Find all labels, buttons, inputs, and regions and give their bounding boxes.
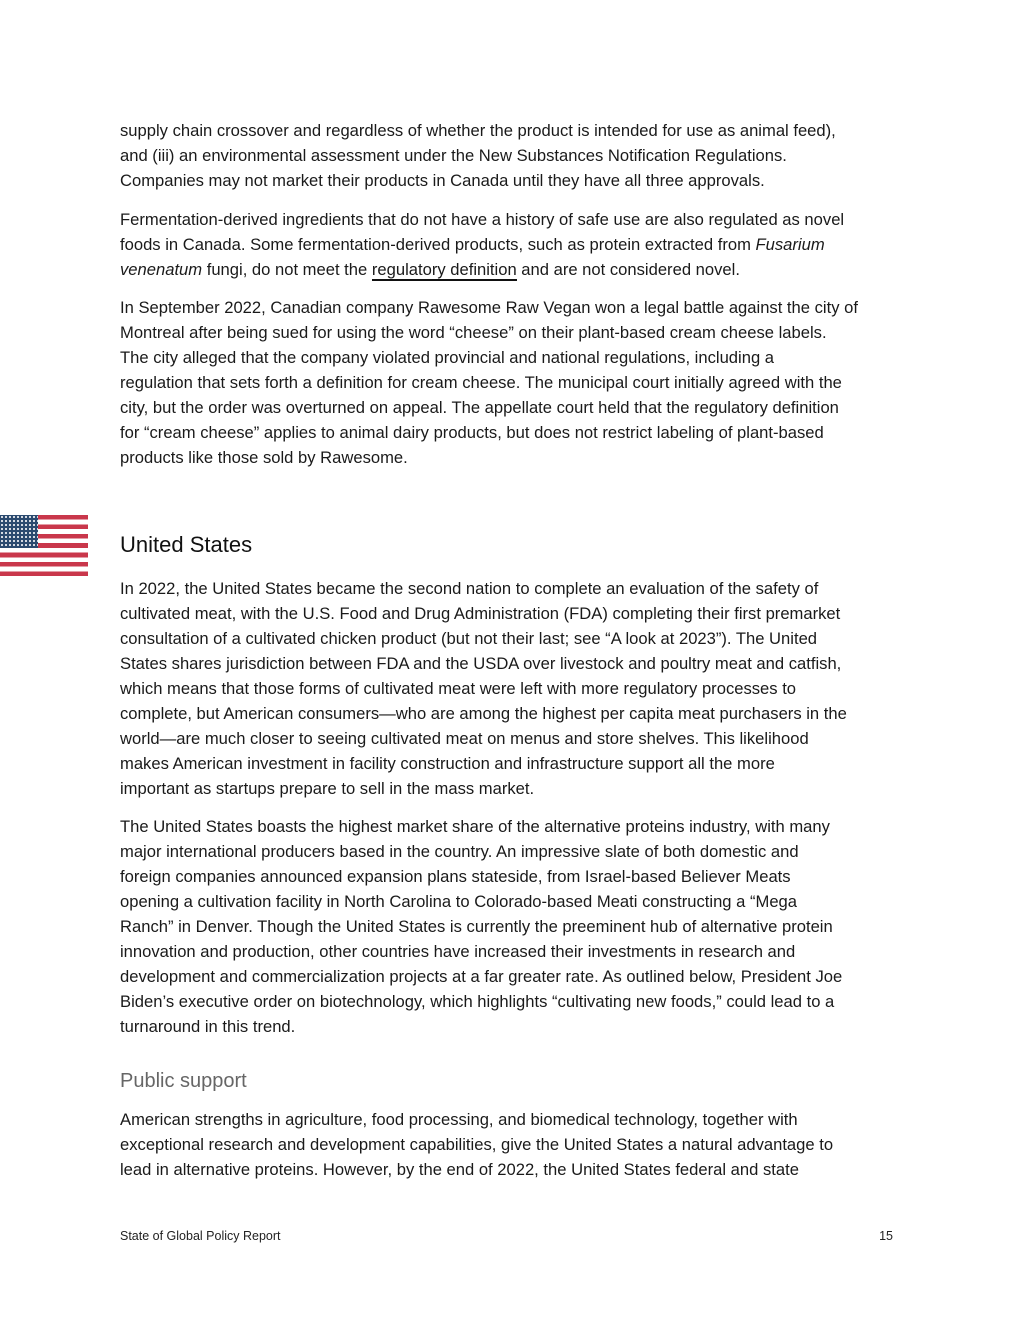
text-line: city, but the order was overturned on appeal. The appellate court held that the regulatory definition <box>120 398 839 417</box>
text-line: world—are much closer to seeing cultivated meat on menus and store shelves. This likelihood <box>120 729 809 748</box>
paragraph-us-market-share <box>120 814 910 1039</box>
text-line <box>120 232 910 257</box>
text-line: major international producers based in the country. An impressive slate of both domestic and <box>120 842 799 861</box>
text-line: turnaround in this trend. <box>120 1017 296 1036</box>
text-line: opening a cultivation facility in North Carolina to Colorado-based Meati constructing a “Mega <box>120 892 798 911</box>
paragraph-canada-approvals <box>120 118 910 193</box>
section-heading-united-states: United States <box>120 532 253 557</box>
text-line: foreign companies announced expansion plans stateside, from Israel-based Believer Meats <box>120 867 791 886</box>
text-line: exceptional research and development capabilities, give the United States a natural advantage to <box>120 1135 834 1154</box>
text-line: In September 2022, Canadian company Rawesome Raw Vegan won a legal battle against the city of <box>120 298 858 317</box>
paragraph-rawesome <box>120 295 910 470</box>
us-flag-icon <box>0 515 88 576</box>
italic-text: Fusarium <box>755 235 825 254</box>
italic-text: venenatum <box>120 260 203 279</box>
subheading-public-support: Public support <box>120 1070 247 1092</box>
text-line: lead in alternative proteins. However, by the end of 2022, the United States federal and state <box>120 1160 799 1179</box>
text-line <box>120 257 910 282</box>
paragraph-public-support <box>120 1107 910 1182</box>
flag-canton <box>0 515 38 548</box>
text-line: Ranch” in Denver. Though the United States is currently the preeminent hub of alternative protein <box>120 917 833 936</box>
text-line: In 2022, the United States became the second nation to complete an evaluation of the safety of <box>120 579 819 598</box>
text: and are not considered novel. <box>516 260 740 279</box>
text-line: and (iii) an environmental assessment under the New Substances Notification Regulations. <box>120 146 787 165</box>
text-line: American strengths in agriculture, food processing, and biomedical technology, together with <box>120 1110 798 1129</box>
regulatory-definition-link[interactable]: regulatory definition <box>371 260 517 279</box>
text-line: innovation and production, other countries have increased their investments in research and <box>120 942 796 961</box>
text: fungi, do not meet the <box>202 260 372 279</box>
text-line: consultation of a cultivated chicken product (but not their last; see “A look at 2023”). The United <box>120 629 818 648</box>
text-line: important as startups prepare to sell in the mass market. <box>120 779 535 798</box>
text-line: States shares jurisdiction between FDA and the USDA over livestock and poultry meat and catfish, <box>120 654 842 673</box>
text-line: makes American investment in facility construction and infrastructure support all the more <box>120 754 775 773</box>
text-line: Companies may not market their products in Canada until they have all three approvals. <box>120 171 765 190</box>
paragraph-fermentation <box>120 207 910 282</box>
page-number: 15 <box>879 1229 893 1243</box>
text-line: Fermentation-derived ingredients that do not have a history of safe use are also regulated as novel <box>120 210 845 229</box>
text-line: The United States boasts the highest market share of the alternative proteins industry, with many <box>120 817 830 836</box>
text-line: regulation that sets forth a definition for cream cheese. The municipal court initially agreed with the <box>120 373 842 392</box>
text-line: cultivated meat, with the U.S. Food and Drug Administration (FDA) completing their first premarket <box>120 604 841 623</box>
text-line: complete, but American consumers—who are among the highest per capita meat purchasers in the <box>120 704 847 723</box>
text-line: Biden’s executive order on biotechnology, which highlights “cultivating new foods,” could lead to a <box>120 992 835 1011</box>
text-line: which means that those forms of cultivated meat were left with more regulatory processes to <box>120 679 797 698</box>
text-line: The city alleged that the company violated provincial and national regulations, including a <box>120 348 775 367</box>
text-line: products like those sold by Rawesome. <box>120 448 408 467</box>
text-line: for “cream cheese” applies to animal dairy products, but does not restrict labeling of plant-based <box>120 423 824 442</box>
text: foods in Canada. Some fermentation-derived products, such as protein extracted from <box>120 235 756 254</box>
text-line: supply chain crossover and regardless of whether the product is intended for use as animal feed), <box>120 121 836 140</box>
text-line: Montreal after being sued for using the word “cheese” on their plant-based cream cheese labels. <box>120 323 827 342</box>
footer-report-title: State of Global Policy Report <box>120 1229 281 1243</box>
paragraph-us-cultivated-meat <box>120 576 910 801</box>
text-line: development and commercialization projects at a far greater rate. As outlined below, President Joe <box>120 967 843 986</box>
